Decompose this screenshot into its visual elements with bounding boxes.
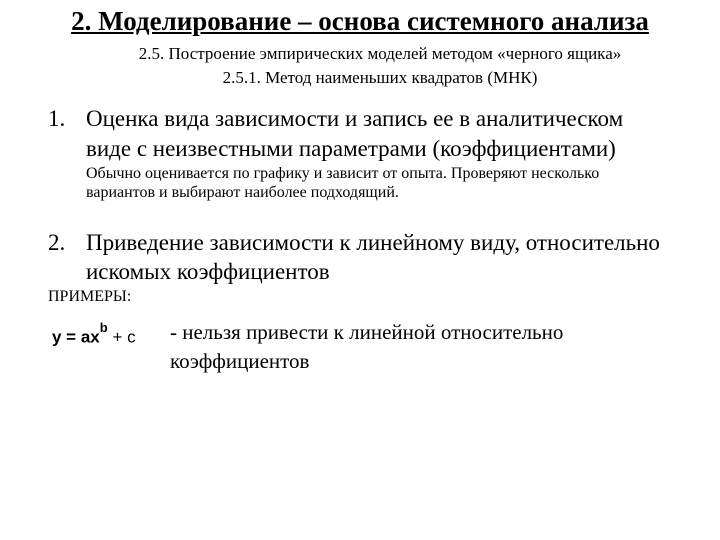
item-note-line: Обычно оценивается по графику и зависит от опыта. Проверяют несколько — [86, 165, 600, 182]
item-number: 1. — [48, 106, 66, 131]
formula-comment-line: коэффициентов — [170, 349, 310, 373]
item-text-line: искомых коэффициентов — [86, 259, 330, 284]
formula — [52, 320, 136, 348]
slide-title: 2. Моделирование – основа системного анализа — [71, 6, 649, 36]
formula-tail: + c — [112, 327, 136, 347]
item-text-line: виде с неизвестными параметрами (коэффициентами) — [86, 136, 616, 161]
formula-base: y = ax — [52, 327, 100, 347]
formula-comment-line: - нельзя привести к линейной относительно — [170, 320, 564, 344]
section-subtitle: 2.5. Построение эмпирических моделей методом «черного ящика» — [138, 44, 622, 63]
item-text-line: Приведение зависимости к линейному виду, относительно — [86, 230, 660, 255]
item-number: 2. — [48, 230, 66, 255]
item-note-line: вариантов и выбирают наиболее подходящий. — [86, 184, 399, 201]
formula-exponent: b — [99, 320, 108, 335]
item-text-line: Оценка вида зависимости и запись ее в аналитическом — [86, 106, 624, 131]
method-subtitle: 2.5.1. Метод наименьших квадратов (МНК) — [222, 68, 538, 87]
examples-label: ПРИМЕРЫ: — [48, 288, 132, 305]
